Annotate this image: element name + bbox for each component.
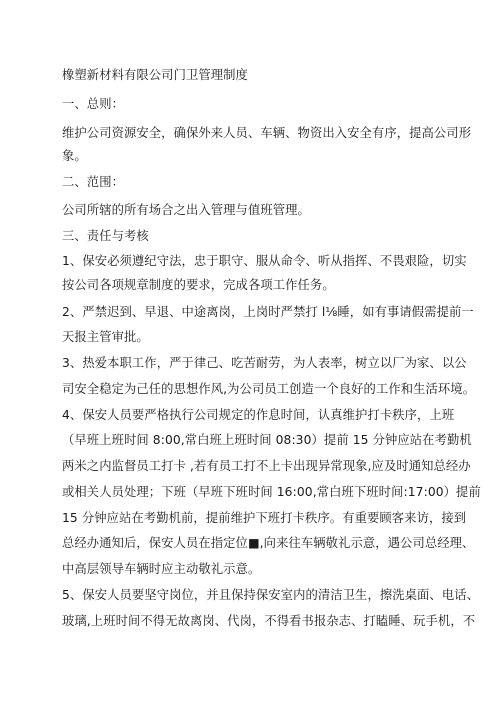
paragraph-line: 1、保安必须遵纪守法，忠于职守、服从命令、听从指挥、不畏艰险，切实 (62, 254, 467, 268)
paragraph-line: 公司所辖的所有场合之出入管理与值班管理。 (62, 203, 310, 217)
section-heading-general: 一、总则： (62, 97, 124, 111)
document-title: 橡塑新材料有限公司门卫管理制度 (62, 68, 248, 82)
paragraph-line: 天报主管审批。 (62, 330, 149, 344)
paragraph-line: 总经办通知后，保安人员在指定位■,向来往车辆敬礼示意，遇公司总经理、 (62, 536, 475, 550)
paragraph-line: 两米之内监督员工打卡 ,若有员工打不上卡出现异常现象,应及时通知总经办 (62, 459, 471, 473)
paragraph-line: 或相关人员处理；下班（早班下班时间 16:00,常白班下班时间:17:00）提前 (62, 485, 481, 499)
paragraph-line: 15 分钟应站在考勤机前，提前维护下班打卡秩序。有重要顾客来访，接到 (62, 511, 467, 525)
paragraph-line: 按公司各项规章制度的要求，完成各项工作任务。 (62, 278, 335, 292)
paragraph-line: 中高层领导车辆时应主动敬礼示意。 (62, 562, 261, 576)
paragraph-line: 3、热爱本职工作，严于律己、吃苦耐劳，为人表率，树立以厂为家、以公 (62, 356, 467, 370)
paragraph-line: 象。 (62, 149, 87, 163)
paragraph-line: 维护公司资源安全，确保外来人员、车辆、物资出入安全有序，提高公司形 (62, 126, 472, 140)
paragraph-line: 4、保安人员要严格执行公司规定的作息时间，认真维护打卡秩序，上班 (62, 408, 455, 422)
section-heading-scope: 二、范围： (62, 175, 124, 189)
paragraph-line: 5、保安人员要坚守岗位，并且保持保安室内的清洁卫生，擦洗桌面、电话、 (62, 588, 480, 602)
paragraph-line: （早班上班时间 8:00,常白班上班时间 08:30）提前 15 分钟应站在考勤机 (62, 433, 472, 447)
paragraph-line: 司安全稳定为己任的思想作风,为公司员工创造一个良好的工作和生活环境。 (62, 382, 476, 396)
paragraph-line: 2、严禁迟到、早退、中途离岗，上岗时严禁打 l⅛睡，如有事请假需提前一 (62, 305, 474, 319)
section-heading-responsibility: 三、责任与考核 (62, 229, 149, 243)
paragraph-line: 玻璃,上班时间不得无故离岗、代岗，不得看书报杂志、打瞌睡、玩手机，不 (62, 614, 476, 628)
